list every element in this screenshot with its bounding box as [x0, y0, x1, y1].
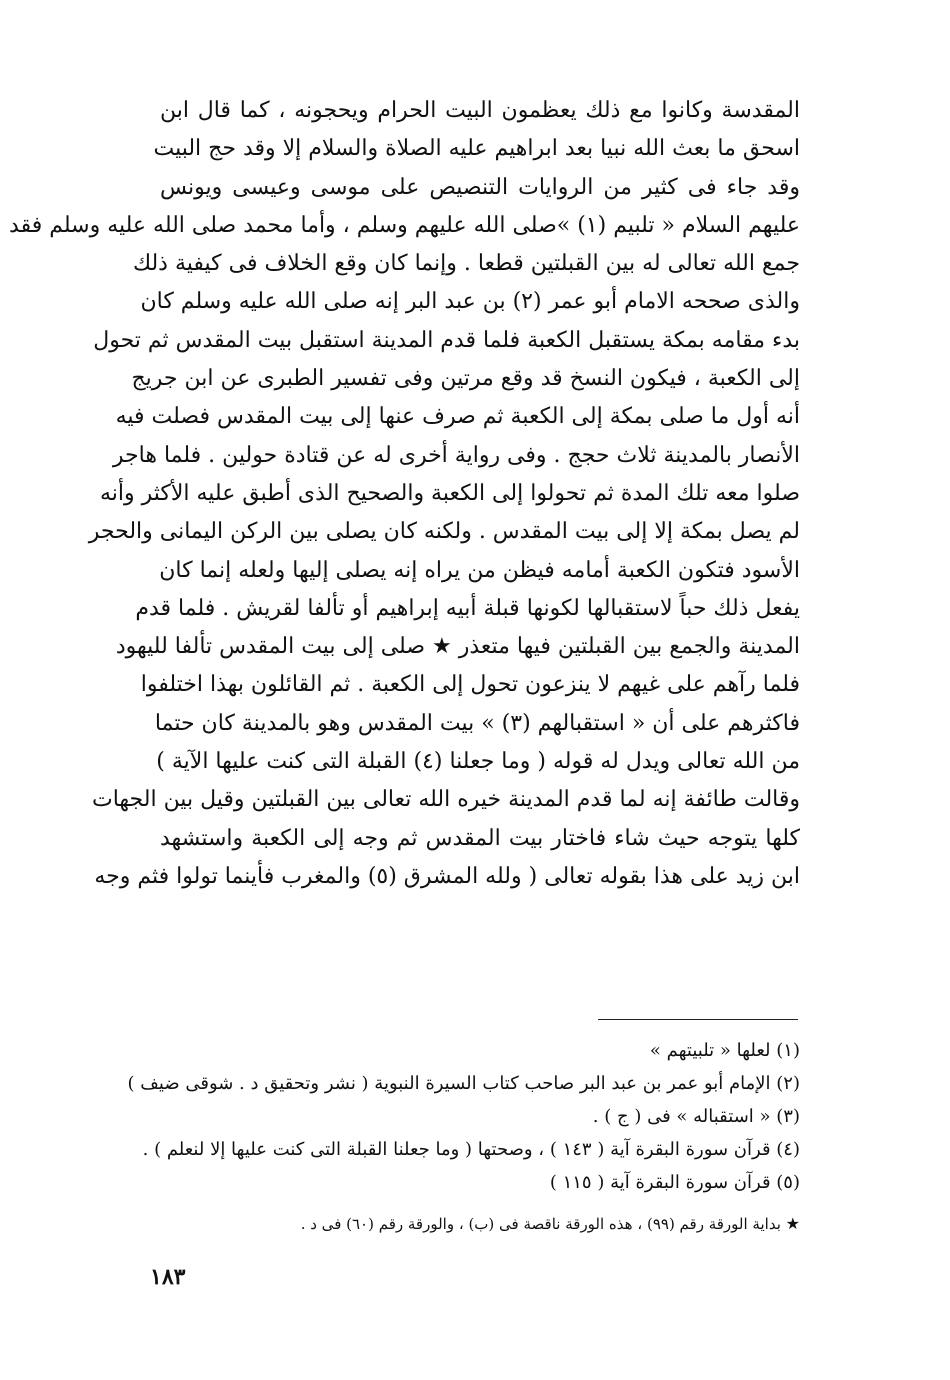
footnote-2: (٢) الإمام أبو عمر بن عبد البر صاحب كتاب السيرة النبوية ( نشر وتحقيق د . شوقى ضيف ): [127, 1073, 800, 1094]
text-line: بدء مقامه بمكة يستقبل الكعبة فلما قدم المدينة استقبل بيت المقدس ثم تحول: [93, 327, 800, 353]
footnote-5: (٥) قرآن سورة البقرة آية ( ١١٥ ): [549, 1172, 800, 1193]
text-line: صلوا معه تلك المدة ثم تحولوا إلى الكعبة والصحيح الذى أطبق عليه الأكثر وأنه: [99, 480, 800, 506]
main-text: [9, 92, 800, 896]
text-line: من الله تعالى ويدل له قوله ( وما جعلنا (٤) القبلة التى كنت عليها الآية ): [156, 749, 800, 775]
text-line: فاكثرهم على أن « استقبالهم (٣) » بيت المقدس وهو بالمدينة كان حتما: [154, 710, 800, 736]
editor-note: [150, 1212, 800, 1236]
star-icon: ★: [785, 1214, 800, 1233]
editor-note-text: بداية الورقة رقم (٩٩) ، هذه الورقة ناقصة فى (ب) ، والورقة رقم (٦٠) فى د .: [300, 1215, 781, 1233]
text-line: المقدسة وكانوا مع ذلك يعظمون البيت الحرام ويحجونه ، كما قال ابن: [160, 98, 800, 123]
text-line: ابن زيد على هذا بقوله تعالى ( ولله المشرق (٥) والمغرب فأينما تولوا فثم وجه: [94, 863, 800, 889]
text-line: كلها يتوجه حيث شاء فاختار بيت المقدس ثم وجه إلى الكعبة واستشهد: [160, 825, 800, 851]
footnote-1: (١) لعلها « تلبيتهم »: [649, 1040, 800, 1061]
text-line: وقد جاء فى كثير من الروايات التنصيص على موسى وعيسى ويونس: [160, 174, 800, 200]
text-line: جمع الله تعالى له بين القبلتين قطعا . وإنما كان وقع الخلاف فى كيفية ذلك: [132, 251, 800, 277]
text-line: عليهم السلام « تلبيم (١) »صلى الله عليهم وسلم ، وأما محمد صلى الله عليه وسلم فقد: [9, 212, 800, 238]
text-line: إلى الكعبة ، فيكون النسخ قد وقع مرتين وفى تفسير الطبرى عن ابن جريج: [131, 366, 800, 392]
footnote-separator: [598, 1019, 798, 1020]
text-line: الأسود فتكون الكعبة أمامه فيظن من يراه إنه يصلى إليها ولعله إنما كان: [159, 557, 800, 583]
text-line: اسحق ما بعث الله نبيا بعد ابراهيم عليه الصلاة والسلام إلا وقد حج البيت: [153, 136, 800, 162]
text-line: الأنصار بالمدينة ثلاث حجج . وفى رواية أخرى له عن قتادة حولين . فلما هاجر: [112, 442, 800, 468]
text-line: لم يصل بمكة إلا إلى بيت المقدس . ولكنه كان يصلى بين الركن اليمانى والحجر: [88, 519, 800, 545]
footnote-4: (٤) قرآن سورة البقرة آية ( ١٤٣ ) ، وصحتها ( وما جعلنا القبلة التى كنت عليها إلا لنعلم ) .: [142, 1139, 800, 1160]
text-line: وقالت طائفة إنه لما قدم المدينة خيره الله تعالى بين القبلتين وقيل بين الجهات: [92, 787, 800, 813]
page-number: ١٨٣: [150, 1264, 186, 1290]
text-line: المدينة والجمع بين القبلتين فيها متعذر ★ صلى إلى بيت المقدس تألفا لليهود: [115, 634, 800, 660]
text-line: أنه أول ما صلى بمكة إلى الكعبة ثم صرف عنها إلى بيت المقدس فصلت فيه: [115, 404, 800, 430]
text-line: فلما رآهم على غيهم لا ينزعون تحول إلى الكعبة . ثم القائلون بهذا اختلفوا: [140, 672, 800, 698]
footnote-3: (٣) « استقباله » فى ( ج ) .: [592, 1106, 800, 1127]
text-line: والذى صححه الامام أبو عمر (٢) بن عبد البر إنه صلى الله عليه وسلم كان: [140, 289, 800, 315]
footnotes: [127, 1034, 800, 1199]
text-line: يفعل ذلك حباً لاستقبالها لكونها قبلة أبيه إبراهيم أو تألفا لقريش . فلما قدم: [135, 595, 800, 621]
